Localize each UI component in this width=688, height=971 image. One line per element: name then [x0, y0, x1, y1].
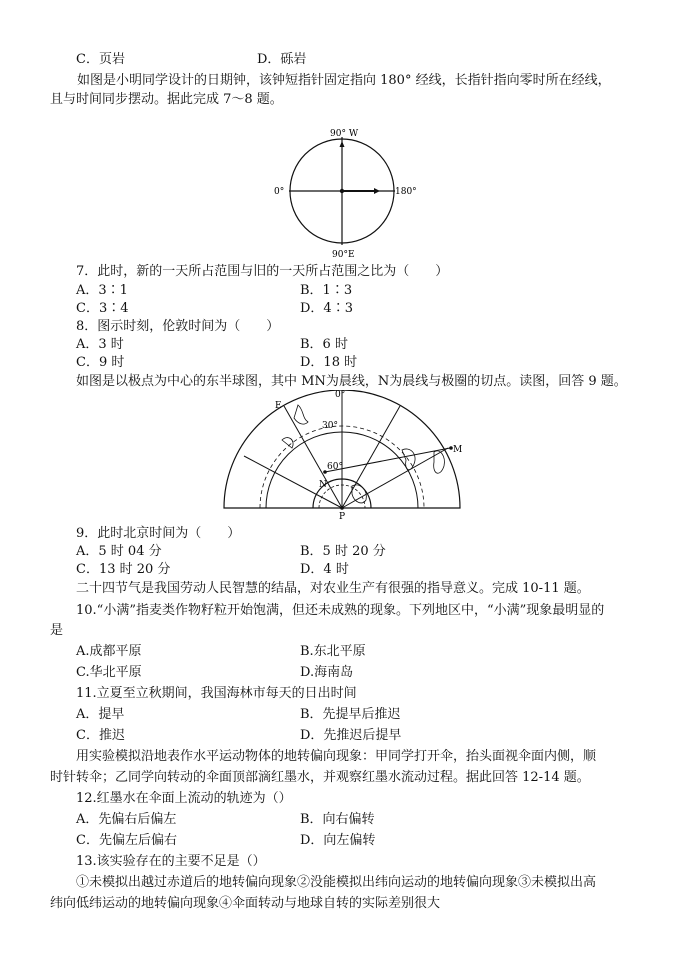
q12-option-a: A．先偏右后偏左 — [76, 812, 177, 827]
q9-option-c: C．13 时 20 分 — [76, 562, 171, 577]
q10-stem-line-2: 是 — [50, 623, 64, 638]
meridian-m — [342, 448, 448, 508]
q7-option-a: A．3∶1 — [76, 283, 128, 298]
q12-stem: 12.红墨水在伞面上流动的轨迹为（） — [76, 791, 292, 806]
label-90e: 90°E — [332, 250, 355, 260]
intro-9: 如图是以极点为中心的东半球图，其中 MN为晨线，N为晨线与极圈的切点。读图，回答 9 题。 — [76, 374, 627, 389]
q9-stem: 9．此时北京时间为（ ） — [76, 526, 241, 541]
q13-stem: 13.该实验存在的主要不足是（） — [76, 854, 266, 869]
q10-stem-line-1: 10.“小满”指麦类作物籽粒开始饱满，但还未成熟的现象。下列地区中，“小满”现象最明显的 — [76, 603, 605, 618]
landmass-2 — [402, 449, 415, 470]
label-e: E — [275, 401, 282, 411]
landmass-3 — [434, 451, 445, 473]
label-n: N — [319, 480, 327, 490]
q8-option-b: B．6 时 — [300, 337, 348, 352]
terminator-mn — [325, 448, 450, 472]
point-p — [340, 506, 344, 510]
intro-10-11: 二十四节气是我国劳动人民智慧的结晶，对农业生产有很强的指导意义。完成 10-11 题。 — [76, 581, 590, 596]
q9-option-d: D．4 时 — [300, 562, 349, 577]
label-90w: 90° W — [330, 129, 359, 139]
short-hand-arrow — [374, 188, 380, 194]
q9-option-b: B．5 时 20 分 — [300, 544, 386, 559]
q11-option-c: C．推迟 — [76, 728, 125, 743]
q12-option-c: C．先偏左后偏右 — [76, 833, 177, 848]
q7-option-d: D．4∶3 — [300, 301, 353, 316]
q10-option-c: C.华北平原 — [76, 665, 142, 680]
q13-body-line-1: ①未模拟出越过赤道后的地转偏向现象②没能模拟出纬向运动的地转偏向现象③未模拟出高 — [76, 875, 597, 890]
q11-option-d: D．先推迟后提早 — [300, 728, 402, 743]
q11-option-b: B．先提早后推迟 — [300, 707, 401, 722]
q10-option-d: D.海南岛 — [300, 665, 354, 680]
landmass-5 — [282, 438, 293, 448]
label-180: 180° — [395, 187, 417, 197]
intro-7-8-line-2: 且与时间同步摆动。据此完成 7～8 题。 — [50, 92, 283, 107]
date-clock-figure — [270, 127, 420, 262]
q12-option-b: B．向右偏转 — [300, 812, 375, 827]
q7-option-b: B．1∶3 — [300, 283, 353, 298]
label-deg-30: 30° — [322, 421, 338, 431]
q8-option-a: A．3 时 — [76, 337, 124, 352]
label-p: P — [339, 512, 346, 520]
q6-option-d: D．砾岩 — [257, 52, 307, 67]
q10-option-a: A.成都平原 — [76, 644, 142, 659]
q11-stem: 11.立夏至立秋期间，我国海林市每天的日出时间 — [76, 686, 357, 701]
q10-option-b: B.东北平原 — [300, 644, 366, 659]
label-deg-60: 60° — [327, 462, 343, 472]
q8-option-d: D．18 时 — [300, 355, 358, 370]
q13-body-line-2: 纬向低纬运动的地转偏向现象④伞面转动与地球自转的实际差别很大 — [50, 896, 441, 911]
landmass-1 — [294, 405, 308, 424]
q9-option-a: A．5 时 04 分 — [76, 544, 162, 559]
label-m: M — [453, 445, 463, 455]
intro-12-14-line-2: 时针转伞；乙同学向转动的伞面顶部滴红墨水，并观察红墨水流动过程。据此回答 12-14 题。 — [50, 770, 590, 785]
long-hand-arrow — [340, 141, 345, 147]
label-0: 0° — [274, 187, 285, 197]
polar-hemisphere-figure — [218, 390, 468, 520]
q7-stem: 7．此时，新的一天所占范围与旧的一天所占范围之比为（ ） — [76, 264, 449, 279]
q8-stem: 8．图示时刻，伦敦时间为（ ） — [76, 319, 280, 334]
q7-option-c: C．3∶4 — [76, 301, 129, 316]
q12-option-d: D．向左偏转 — [300, 833, 376, 848]
label-deg-0: 0° — [335, 390, 346, 400]
q8-option-c: C．9 时 — [76, 355, 125, 370]
q11-option-a: A．提早 — [76, 707, 125, 722]
intro-12-14-line-1: 用实验模拟沿地表作水平运动物体的地转偏向现象：甲同学打开伞，抬头面视伞面内侧，顺 — [76, 749, 597, 764]
intro-7-8-line-1: 如图是小明同学设计的日期钟，该钟短指针固定指向 180° 经线，长指针指向零时所在经线， — [77, 73, 611, 88]
meridian-ne — [342, 406, 400, 508]
q6-option-c: C．页岩 — [76, 52, 125, 67]
